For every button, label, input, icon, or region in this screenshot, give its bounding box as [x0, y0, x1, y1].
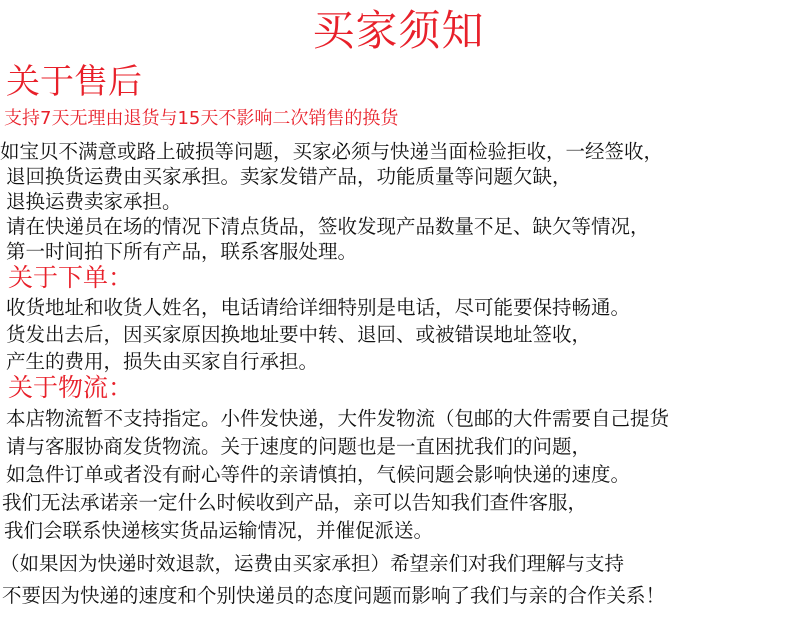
- order-line-3: 产生的费用，损失由买家自行承担。: [6, 350, 319, 373]
- after-sales-subtitle: 支持7天无理由退货与15天不影响二次销售的换货: [4, 108, 399, 129]
- order-line-1: 收货地址和收货人姓名，电话请给详细特别是电话，尽可能要保持畅通。: [6, 296, 631, 319]
- order-line-2: 货发出去后，因买家原因换地址要中转、退回、或被错误地址签收，: [6, 323, 592, 346]
- logistics-line-2: 请与客服协商发货物流。关于速度的问题也是一直困扰我们的问题，: [6, 435, 592, 458]
- after-sales-line-3: 退换运费卖家承担。: [6, 190, 182, 213]
- logistics-line-1: 本店物流暂不支持指定。小件发快递，大件发物流（包邮的大件需要自己提货: [6, 407, 670, 430]
- after-sales-line-2: 退回换货运费由买家承担。卖家发错产品，功能质量等问题欠缺，: [6, 165, 572, 188]
- after-sales-line-4: 请在快递员在场的情况下清点货品，签收发现产品数量不足、缺欠等情况，: [6, 215, 650, 238]
- logistics-line-4: 我们无法承诺亲一定什么时候收到产品，亲可以告知我们查件客服，: [2, 491, 588, 514]
- after-sales-line-1: 如宝贝不满意或路上破损等问题，买家必须与快递当面检验拒收，一经签收，: [0, 140, 664, 163]
- logistics-line-6: （如果因为快递时效退款，运费由买家承担）希望亲们对我们理解与支持: [0, 552, 625, 575]
- after-sales-heading: 关于售后: [6, 62, 142, 102]
- after-sales-line-5: 第一时间拍下所有产品，联系客服处理。: [6, 240, 358, 263]
- logistics-line-7: 不要因为快递的速度和个别快递员的态度问题而影响了我们与亲的合作关系！: [2, 584, 666, 607]
- page-title: 买家须知: [312, 6, 485, 55]
- logistics-line-3: 如急件订单或者没有耐心等件的亲请慎拍，气候问题会影响快递的速度。: [6, 463, 631, 486]
- logistics-line-5: 我们会联系快递核实货品运输情况，并催促派送。: [4, 519, 434, 542]
- logistics-heading: 关于物流：: [8, 373, 134, 402]
- order-heading: 关于下单：: [8, 263, 134, 292]
